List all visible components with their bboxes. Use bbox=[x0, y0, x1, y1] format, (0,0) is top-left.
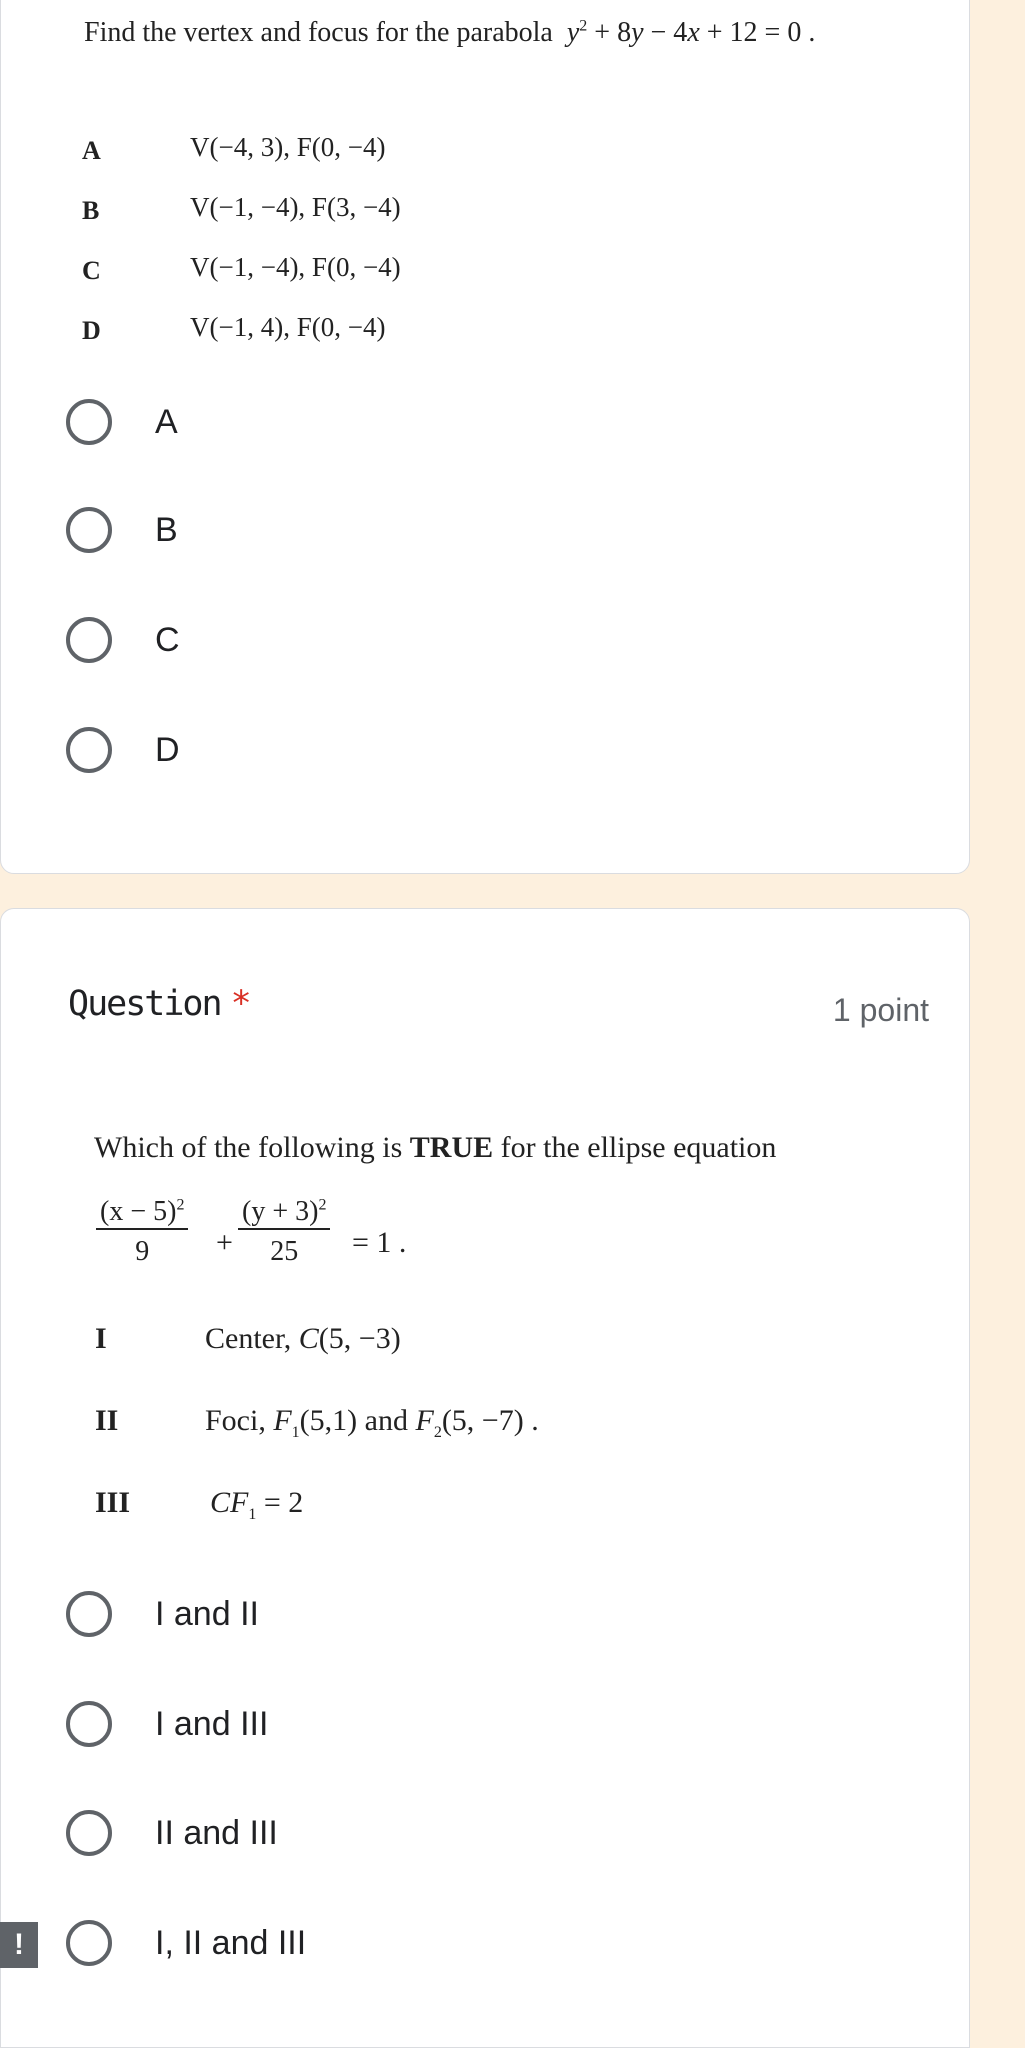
question-2-prompt: Which of the following is TRUE for the ellipse equation bbox=[94, 1131, 777, 1164]
question-points: 1 point bbox=[832, 992, 929, 1028]
option-value-d: V(−1, 4), F(0, −4) bbox=[190, 312, 386, 342]
radio-option-c[interactable] bbox=[66, 612, 180, 668]
option-value-b: V(−1, −4), F(3, −4) bbox=[190, 192, 401, 222]
radio-option-b[interactable] bbox=[66, 502, 178, 558]
fraction-x: $\frac{(x - 5)^2}{9}$ bbox=[96, 1196, 188, 1268]
statement-numeral-iii: III bbox=[95, 1486, 131, 1519]
radio-button[interactable] bbox=[66, 1591, 112, 1637]
radio-button[interactable] bbox=[66, 1920, 112, 1966]
radio-option-i-and-iii[interactable] bbox=[66, 1696, 268, 1752]
radio-option-i-and-ii[interactable] bbox=[66, 1586, 259, 1642]
radio-label: I and III bbox=[155, 1704, 269, 1743]
fraction-y: $\frac{(y + 3)^2}{25}$ bbox=[238, 1196, 330, 1268]
radio-label: A bbox=[155, 402, 178, 441]
statement-numeral-ii: II bbox=[95, 1404, 119, 1437]
radio-label: C bbox=[155, 620, 180, 659]
equals-one: = 1 . bbox=[352, 1226, 407, 1259]
option-value-a: V(−4, 3), F(0, −4) bbox=[190, 132, 386, 162]
radio-option-d[interactable] bbox=[66, 722, 180, 778]
radio-option-all[interactable] bbox=[66, 1915, 306, 1971]
option-letter-c: C bbox=[82, 256, 101, 285]
question-1-prompt: Find the vertex and focus for the parabola $y^2 + 8y - 4x + 12 = 0$ . bbox=[84, 17, 816, 48]
radio-option-a[interactable] bbox=[66, 394, 178, 450]
radio-option-ii-and-iii[interactable] bbox=[66, 1805, 278, 1861]
option-letter-b: B bbox=[82, 196, 100, 225]
option-letter-d: D bbox=[82, 316, 101, 345]
radio-button[interactable] bbox=[66, 507, 112, 553]
option-letter-a: A bbox=[82, 136, 101, 165]
radio-label: D bbox=[155, 730, 180, 769]
radio-label: I, II and III bbox=[155, 1923, 307, 1962]
required-asterisk: * bbox=[230, 984, 250, 1024]
statement-ii: Foci, $F_1(5,1)$ and $F_2(5$, −7) . bbox=[205, 1404, 539, 1441]
statement-i: Center, C(5, −3) bbox=[205, 1322, 401, 1355]
statement-iii: $CF_1 = 2$ bbox=[210, 1486, 304, 1523]
plus-sign: + bbox=[216, 1226, 233, 1259]
radio-button[interactable] bbox=[66, 727, 112, 773]
statement-numeral-i: I bbox=[95, 1322, 107, 1355]
radio-button[interactable] bbox=[66, 1810, 112, 1856]
radio-label: II and III bbox=[155, 1813, 278, 1852]
question-2-title: Question * bbox=[68, 984, 250, 1024]
option-value-c: V(−1, −4), F(0, −4) bbox=[190, 252, 401, 282]
radio-label: B bbox=[155, 510, 178, 549]
radio-button[interactable] bbox=[66, 1701, 112, 1747]
error-icon: ! bbox=[0, 1922, 38, 1968]
radio-label: I and II bbox=[155, 1594, 259, 1633]
question-card-2 bbox=[0, 908, 970, 2048]
radio-button[interactable] bbox=[66, 617, 112, 663]
radio-button[interactable] bbox=[66, 399, 112, 445]
